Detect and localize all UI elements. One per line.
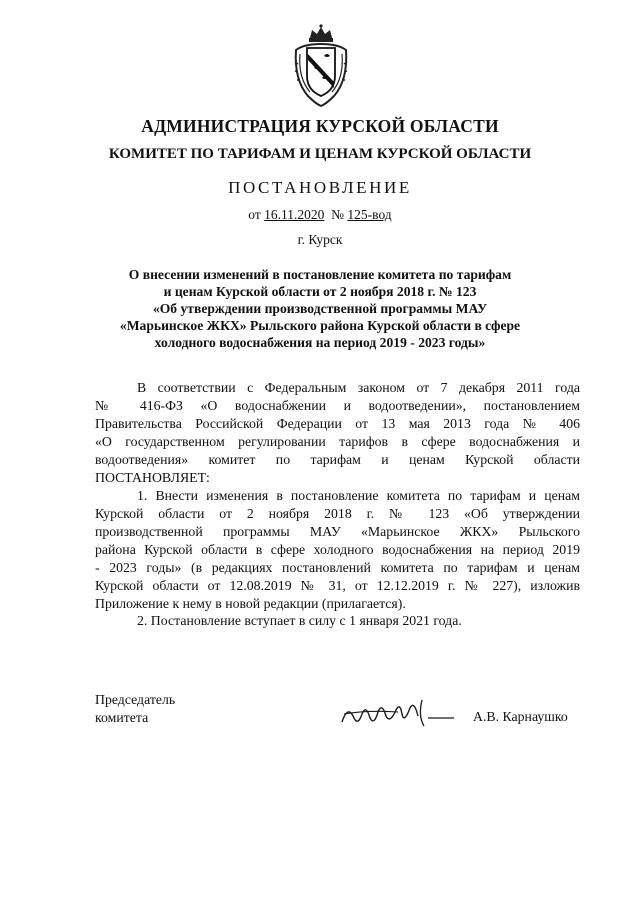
position-line: Председатель (95, 692, 176, 707)
signer-name: А.В. Карнаушко (473, 709, 568, 724)
body-line: Правительства Российской Федерации от 13 мая 2013 года № 406 (95, 416, 580, 431)
body-line: водоотведения» комитет по тарифам и ценам Курской области (95, 452, 580, 467)
body-line: Курской области от 2 ноября 2018 г. № 123 «Об утверждении (95, 506, 580, 521)
document-number: 125-вод (347, 207, 392, 222)
item-1-paragraph (95, 487, 580, 613)
date-number-line (0, 207, 640, 223)
city: г. Курск (297, 232, 343, 247)
body-line: В соответствии с Федеральным законом от 7 декабря 2011 года (137, 380, 580, 395)
date-prefix: от (248, 207, 261, 222)
number-prefix: № (331, 207, 345, 222)
handwritten-signature-icon (338, 696, 456, 730)
subject-line: О внесении изменений в постановление комитета по тарифам (128, 267, 512, 282)
body-line: Приложение к нему в новой редакции (прилагается). (95, 596, 406, 611)
subject-line: «Об утверждении производственной программы МАУ (152, 301, 488, 316)
subject-line: «Марьинское ЖКХ» Рыльского района Курской области в сфере (119, 318, 521, 333)
body-line: Курской области от 12.08.2019 № 31, от 12.12.2019 г. № 227), изложив (95, 578, 580, 593)
preamble-paragraph (95, 379, 580, 487)
coat-of-arms-icon (288, 24, 354, 108)
body-line: «О государственном регулировании тарифов в сфере водоснабжения и (95, 434, 580, 449)
document-date: 16.11.2020 (264, 207, 325, 222)
body-line: № 416-ФЗ «О водоснабжении и водоотведении», постановлением (95, 398, 580, 413)
document-subject (100, 266, 540, 351)
body-line: 2. Постановление вступает в силу с 1 января 2021 года. (137, 613, 462, 628)
signer-position (95, 691, 175, 727)
position-line: комитета (95, 710, 149, 725)
body-line: района Курской области в сфере холодного водоснабжения на период 2019 (95, 542, 580, 557)
body-line: - 2023 годы» (в редакциях постановлений комитета по тарифам и ценам (95, 560, 580, 575)
committee-title: КОМИТЕТ ПО ТАРИФАМ И ЦЕНАМ КУРСКОЙ ОБЛАСТИ (108, 146, 532, 162)
subject-line: и ценам Курской области от 2 ноября 2018 г. № 123 (163, 284, 477, 299)
document-type: ПОСТАНОВЛЕНИЕ (228, 178, 412, 197)
body-line: 1. Внести изменения в постановление комитета по тарифам и ценам (137, 488, 580, 503)
body-line: ПОСТАНОВЛЯЕТ: (95, 470, 210, 485)
subject-line: холодного водоснабжения на период 2019 - 2023 годы» (154, 335, 486, 350)
item-2-paragraph (95, 612, 580, 630)
body-line: производственной программы МАУ «Марьинское ЖКХ» Рыльского (95, 524, 580, 539)
organization-title: АДМИНИСТРАЦИЯ КУРСКОЙ ОБЛАСТИ (141, 116, 499, 136)
